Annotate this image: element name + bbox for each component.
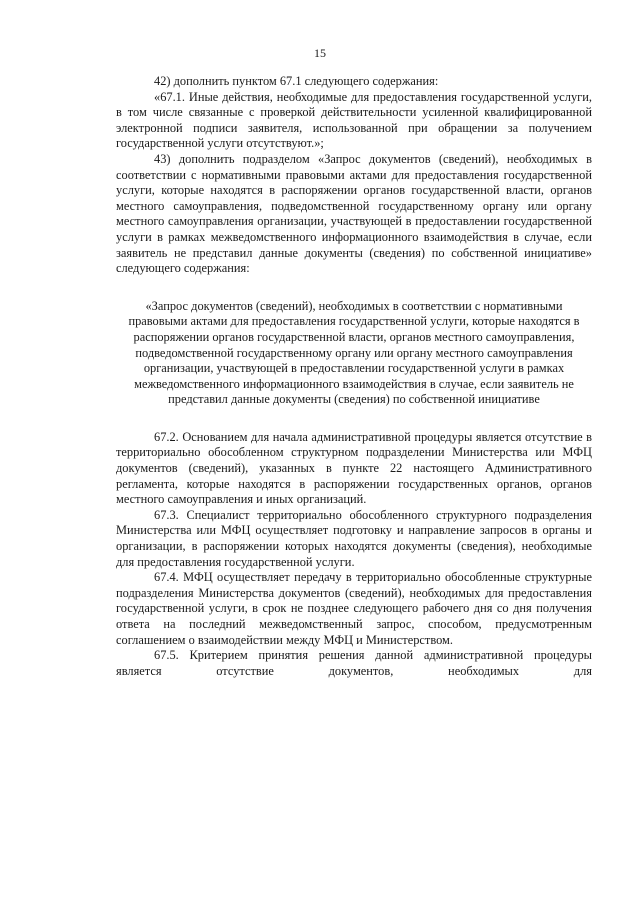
paragraph-67-2: 67.2. Основанием для начала административной процедуры является отсутствие в территориально обособленном структурном подразделении Министерства или МФЦ документов (сведений), указанных в пункте 22 настоящего Административного регламента, которые находятся в распоряжении государственных органов, органов местного самоуправления и иных организаций. — [116, 429, 592, 507]
paragraph-42: 42) дополнить пунктом 67.1 следующего содержания: — [154, 74, 439, 88]
paragraph-67-5: 67.5. Критерием принятия решения данной административной процедуры является отсутствие документов, необходимых для — [116, 648, 592, 678]
document-body — [116, 74, 592, 679]
paragraph-67-1: «67.1. Иные действия, необходимые для предоставления государственной услуги, в том числе связанные с проверкой действительности усиленной квалифицированной электронной подписи заявителя, использованной при обращении за получением государственной услуги отсутствуют.»; — [116, 89, 592, 151]
paragraph-67-4: 67.4. МФЦ осуществляет передачу в территориально обособленные структурные подразделения Министерства документов (сведений), необходимых для предоставления государственной услуги, в срок не позднее следующего рабочего дня со дня получения ответа на последний межведомственный запрос, способом, предусмотренным соглашением о взаимодействии между МФЦ и Министерством. — [116, 570, 592, 647]
subsection-heading: «Запрос документов (сведений), необходимых в соответствии с нормативными правовыми актами для предоставления государственной услуги, которые находятся в распоряжении органов государственной власти, органов местного самоуправления, подведомственной государственному органу или органу местного самоуправления организации, участвующей в предоставлении государственной услуги в рамках межведомственного информационного взаимодействия в случае, если заявитель не представил данные документы (сведения) по собственной инициативе — [128, 298, 580, 407]
page-number: 15 — [314, 46, 326, 60]
paragraph-43: 43) дополнить подразделом «Запрос документов (сведений), необходимых в соответствии с нормативными правовыми актами для предоставления государственной услуги, которые находятся в распоряжении органов государственной власти, органов местного самоуправления, подведомственной государственному органу или органу местного самоуправления организации, участвующей в предоставлении государственной услуги в рамках межведомственного информационного взаимодействия в случае, если заявитель не представил данные документы (сведения) по собственной инициативе» следующего содержания: — [116, 151, 592, 276]
paragraph-67-3: 67.3. Специалист территориально обособленного структурного подразделения Министерства или МФЦ осуществляет подготовку и направление запросов в органы и организации, в распоряжении которых находятся документы (сведения), необходимые для предоставления государственной услуги. — [116, 507, 592, 569]
